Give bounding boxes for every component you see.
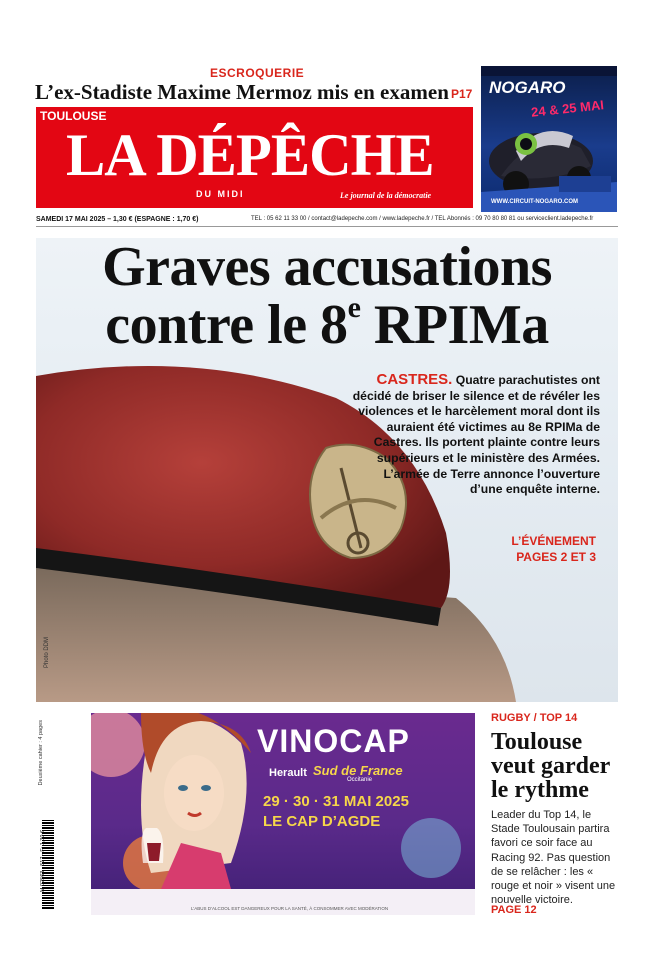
vinocap-footer-band (91, 889, 475, 915)
headline-superscript: e (347, 291, 361, 324)
headline-text: contre le 8 (105, 294, 348, 356)
newspaper-title: LA DÉPÊCHE (66, 122, 434, 188)
supplement-note: Deuxième cahier : 4 pages (38, 720, 44, 786)
story-pages: PAGES 2 ET 3 (516, 550, 596, 564)
rugby-headline[interactable]: Toulouse veut garder le rythme (491, 729, 610, 803)
vinocap-legal: L’ABUS D’ALCOOL EST DANGEREUX POUR LA SANTÉ, À CONSOMMER AVEC MODÉRATION (191, 906, 389, 911)
issue-date-price: SAMEDI 17 MAI 2025 – 1,30 € (ESPAGNE : 1,70 €) (36, 216, 199, 223)
masthead (36, 107, 473, 208)
edition-label: TOULOUSE (40, 109, 107, 123)
deck-city: CASTRES. (376, 371, 453, 388)
vinocap-title: VINOCAP (257, 723, 410, 759)
contact-info: TEL : 05 62 11 33 00 / contact@ladepeche.com / www.ladepeche.fr / TEL Abonnés : 09 70 80 80 81 ou serviceclient.ladepeche.fr (251, 216, 594, 222)
rugby-body: Leader du Top 14, le Stade Toulousain partira favori ce soir face au Racing 92. Pas question de se relâcher : les « rouge et noir » visent une nouvelle victoire. (491, 809, 616, 907)
ad-dates: 24 & 25 MAI (530, 97, 605, 120)
vinocap-place: LE CAP D’AGDE (263, 813, 381, 830)
teaser-kicker: ESCROQUERIE (210, 66, 305, 80)
main-headline-line1: Graves accusations (102, 238, 552, 298)
newspaper-tagline: Le journal de la démocratie (340, 191, 432, 200)
issue-code: M 02563 - 517 - F: 1,30 € (40, 830, 46, 893)
headline-text-end: RPIMa (360, 294, 549, 356)
vinocap-sponsor-sud-de-france: Sud de France (313, 763, 403, 778)
rugby-page-ref: PAGE 12 (491, 904, 537, 916)
vinocap-dates: 29 · 30 · 31 MAI 2025 (263, 793, 409, 810)
main-story[interactable] (36, 238, 618, 702)
photo-credit: Photo DDM (44, 636, 50, 668)
rugby-kicker: RUGBY / TOP 14 (491, 712, 578, 724)
vinocap-ad[interactable] (91, 713, 475, 915)
teaser-page-ref: P17 (451, 87, 473, 101)
ad-url[interactable]: WWW.CIRCUIT-NOGARO.COM (491, 199, 578, 205)
motorcycle-race-ad[interactable] (481, 66, 617, 212)
story-deck (350, 372, 600, 498)
story-section: L’ÉVÉNEMENT (511, 534, 596, 548)
deck-text: Quatre parachutistes ont décidé de briser le silence et de révéler les violences et le harcèlement moral dont ils auraient été victimes au 8e RPIMa de Castres. Ils portent plainte contre leurs supérieurs et le ministère des Armées. L’armée de Terre annonce l’ouverture d’une enquête interne. (352, 373, 600, 497)
divider (36, 226, 618, 227)
main-headline-line2 (52, 291, 602, 356)
vinocap-sponsor-herault: Herault (269, 767, 307, 779)
vinocap-sponsor-occitanie: Occitanie (347, 777, 373, 783)
ad-brand: NOGARO (489, 78, 566, 97)
newspaper-subtitle: DU MIDI (196, 189, 245, 199)
teaser-headline[interactable]: L’ex-Stadiste Maxime Mermoz mis en examen (35, 80, 449, 104)
